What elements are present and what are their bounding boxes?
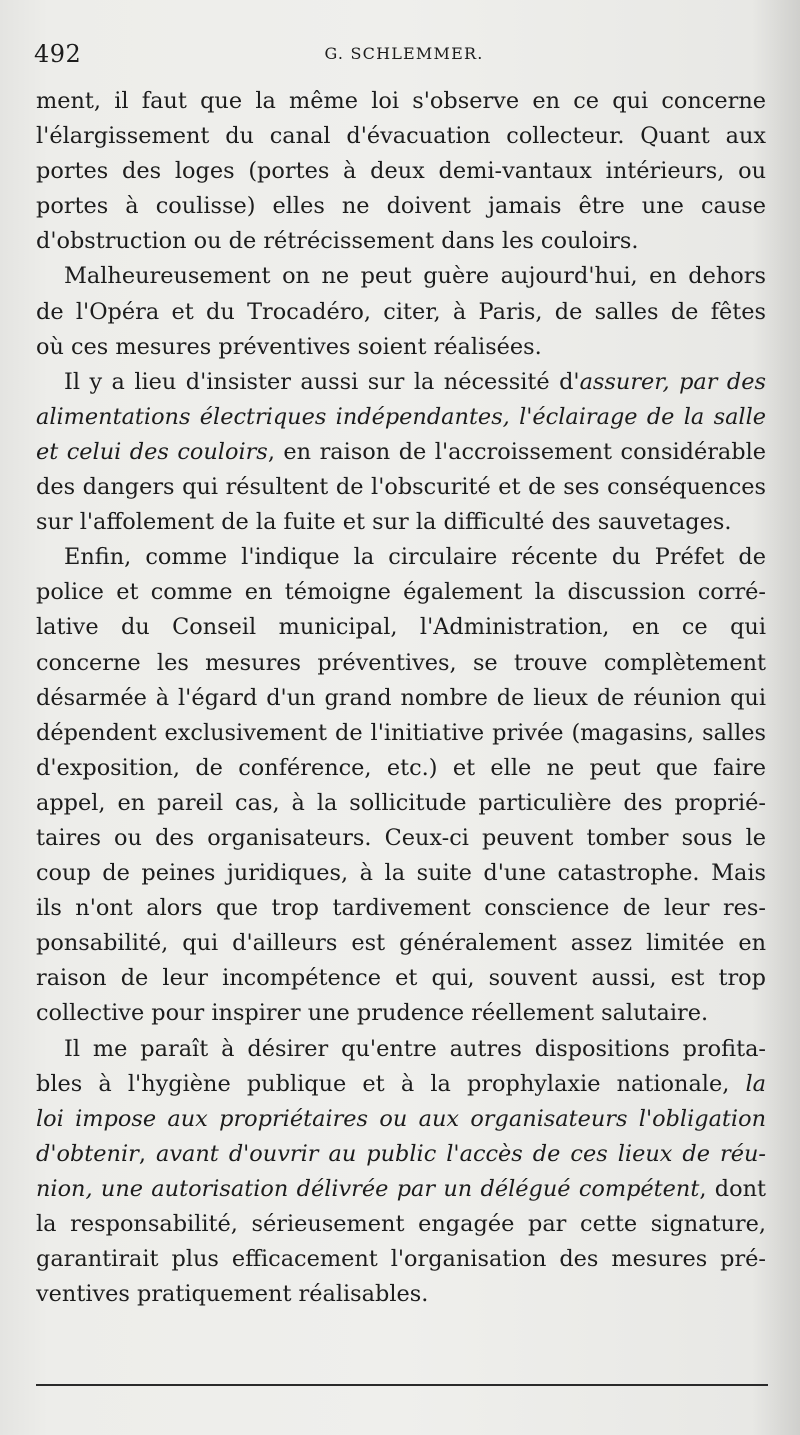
- italic-segment: nion, une autorisation délivrée par un délégué compétent: [36, 1175, 700, 1202]
- text-line: portes des loges (portes à deux demi-vantaux intérieurs, ou: [36, 158, 766, 185]
- body-text: [36, 84, 766, 1312]
- text-line-italic: loi impose aux propriétaires ou aux organisateurs l'obligation: [36, 1105, 766, 1132]
- text-line: police et comme en témoigne également la discussion corré-: [36, 579, 766, 606]
- text-line: [36, 1067, 766, 1102]
- text-line: des dangers qui résultent de l'obscurité et de ses conséquences: [36, 474, 766, 501]
- text-line: collective pour inspirer une prudence réellement salutaire.: [36, 1000, 709, 1027]
- italic-segment: d'obtenir: [36, 1140, 139, 1167]
- text-line: taires ou des organisateurs. Ceux-ci peuvent tomber sous le: [36, 824, 766, 851]
- bottom-rule: [36, 1384, 768, 1386]
- text-line-italic: alimentations électriques indépendantes, l'éclairage de la salle: [36, 403, 766, 430]
- text-segment: , dont: [699, 1175, 766, 1202]
- text-line: d'exposition, de conférence, etc.) et elle ne peut que faire: [36, 754, 766, 781]
- text-line: ponsabilité, qui d'ailleurs est généralement assez limitée en: [36, 930, 766, 957]
- text-line: concerne les mesures préventives, se trouve complètement: [36, 649, 766, 676]
- text-line: désarmée à l'égard d'un grand nombre de lieux de réunion qui: [36, 684, 766, 711]
- text-segment: Il me paraît à désirer qu'entre autres dispositions profita-: [64, 1035, 766, 1062]
- text-line: l'élargissement du canal d'évacuation collecteur. Quant aux: [36, 123, 766, 150]
- text-line: [36, 1137, 766, 1172]
- text-segment: ,: [138, 1140, 157, 1167]
- text-line: ment, il faut que la même loi s'observe en ce qui concerne: [36, 88, 766, 114]
- text-line: raison de leur incompétence et qui, souvent aussi, est trop: [36, 965, 766, 992]
- text-line: d'obstruction ou de rétrécissement dans les couloirs.: [36, 228, 639, 255]
- page-header: [34, 40, 774, 74]
- text-line: la responsabilité, sérieusement engagée par cette signature,: [36, 1211, 766, 1237]
- text-segment: Il y a lieu d'insister aussi sur la nécessité d': [64, 368, 580, 395]
- text-line: de l'Opéra et du Trocadéro, citer, à Paris, de salles de fêtes: [36, 298, 766, 325]
- text-line: garantirait plus efficacement l'organisation des mesures pré-: [36, 1246, 766, 1273]
- italic-segment: assurer, par des: [579, 368, 766, 395]
- running-head: G. SCHLEMMER.: [324, 44, 484, 63]
- text-line: [36, 1032, 766, 1067]
- text-line: ventives pratiquement réalisables.: [36, 1281, 429, 1308]
- text-segment: bles à l'hygiène publique et à la prophylaxie nationale,: [36, 1070, 746, 1097]
- text-line: ils n'ont alors que trop tardivement conscience de leur res-: [36, 895, 766, 922]
- text-line: [36, 1172, 766, 1207]
- text-line: [36, 435, 766, 470]
- italic-segment: la: [745, 1070, 766, 1097]
- text-line: lative du Conseil municipal, l'Administration, en ce qui: [36, 614, 766, 641]
- text-line: portes à coulisse) elles ne doivent jamais être une cause: [36, 193, 766, 220]
- text-line: coup de peines juridiques, à la suite d'une catastrophe. Mais: [36, 860, 766, 887]
- text-line: [36, 365, 766, 400]
- text-line: sur l'affolement de la fuite et sur la difficulté des sauvetages.: [36, 509, 732, 536]
- text-line: Malheureusement on ne peut guère aujourd'hui, en dehors: [64, 263, 766, 290]
- italic-segment: et celui des couloirs: [36, 438, 268, 465]
- text-line: dépendent exclusivement de l'initiative privée (magasins, salles: [36, 719, 766, 746]
- italic-segment: avant d'ouvrir au public l'accès de ces lieux de réu-: [156, 1140, 766, 1167]
- text-line: appel, en pareil cas, à la sollicitude particulière des proprié-: [36, 789, 766, 816]
- text-segment: , en raison de l'accroissement considérable: [267, 438, 766, 465]
- text-line: où ces mesures préventives soient réalisées.: [36, 333, 542, 360]
- page-number: 492: [34, 40, 82, 68]
- text-line: Enfin, comme l'indique la circulaire récente du Préfet de: [64, 544, 766, 571]
